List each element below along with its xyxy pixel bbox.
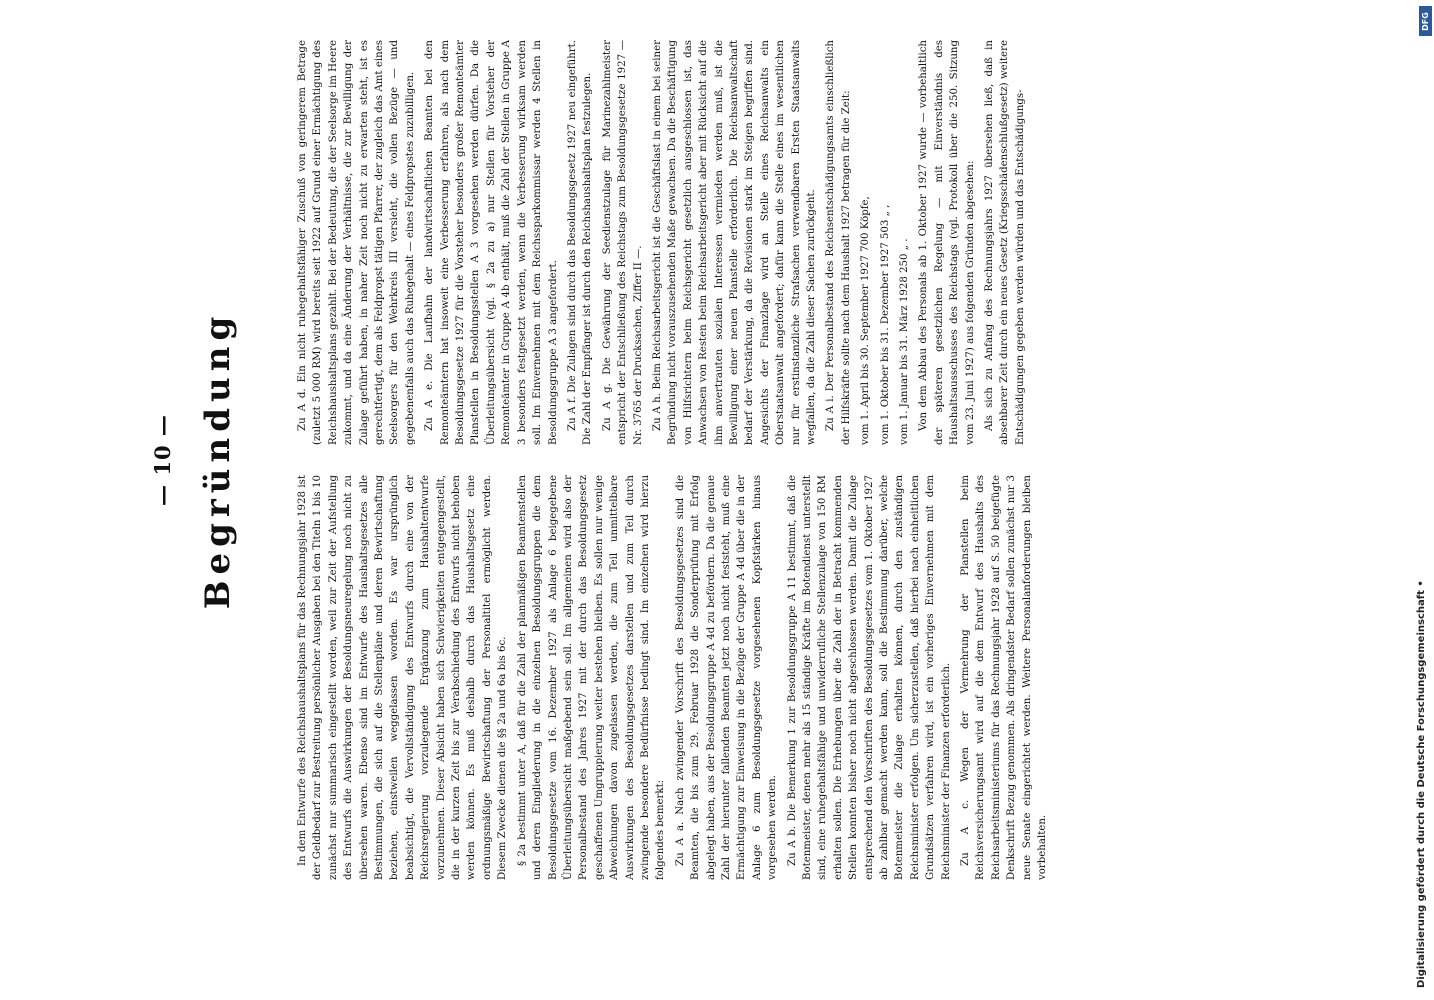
paragraph: Zu A f. Die Zulagen sind durch das Besoldungsgesetz 1927 neu eingeführt. Die Zahl der Empfänger ist durch den Reichshaushaltsplan festzulegen. [566, 40, 594, 445]
paragraph: Zu A a. Nach zwingender Vorschrift des Besoldungsgesetzes sind die Beamten, die bis zum 29. Februar 1928 die Sonderprüfung mit Erfolg abgelegt haben, aus der Besoldungsgruppe A 4d zu befördern. Da die genaue Zahl der hierunter fallenden Beamten jetzt noch nicht feststeht, muß eine Ermächtigung zur Einweisung in die Bezüge der Gruppe A 4d über die in der Anlage 6 zum Besoldungsgesetze vorgesehenen Kopfstärken hinaus vorgesehen werden. [674, 475, 779, 880]
text-columns [295, 40, 1200, 880]
digitization-note: Digitalisierung gefördert durch die Deutsche Forschungsgemeinschaft • [1416, 580, 1427, 988]
document-page [150, 40, 1210, 880]
paragraph: § 2a bestimmt unter A, daß für die Zahl der planmäßigen Beamtenstellen und deren Eingliederung in die einzelnen Besoldungsgruppen die dem Besoldungsgesetze vom 16. Dezember 1927 als Anlage 6 beigegebene Überleitungsübersicht maßgebend sein soll. Im allgemeinen wird also der Personalbestand des Jahres 1927 mit der durch das Besoldungsgesetz geschaffenen Umgruppierung weiter bestehen bleiben. Es sollen nur wenige Abweichungen davon zugelassen werden, die zum Teil unmittelbare Auswirkungen des Besoldungsgesetzes darstellen und zum Teil durch zwingende besondere Bedürfnisse bedingt sind. Im einzelnen wird hierzu folgendes bemerkt: [516, 475, 667, 880]
paragraph: Zu A g. Die Gewährung der Seedienstzulage für Marinezahlmeister entspricht der Entschließung des Reichstags zum Besoldungsgesetze 1927 — Nr. 3765 der Drucksachen, Ziffer II —. [601, 40, 644, 445]
page-number: — 10 — [150, 414, 175, 506]
paragraph: In dem Entwurfe des Reichshaushaltsplans für das Rechnungsjahr 1928 ist der Geldbedarf zur Bestreitung persönlicher Ausgaben bei den Titeln 1 bis 10 zunächst nur summarisch eingestellt worden, weil zur Zeit der Aufstellung des Entwurfs die Auswirkungen der Besoldungsneuregelung noch nicht zu übersehen waren. Ebenso sind im Entwurfe des Haushaltsgesetzes alle Bestimmungen, die sich auf die Stellenpläne und deren Bewirtschaftung beziehen, einstweilen weggelassen worden. Es war ursprünglich beabsichtigt, die Vervollständigung des Entwurfs durch eine von der Reichsregierung vorzulegende Ergänzung zum Haushaltentwurfe vorzunehmen. Dieser Absicht haben sich Schwierigkeiten entgegengestellt, die in der kurzen Zeit bis zur Verabschiedung des Entwurfs nicht behoben werden können. Es muß deshalb durch das Haushaltsgesetz eine ordnungsmäßige Bewirtschaftung der Personaltitel ermöglicht werden. Diesem Zwecke dienen die §§ 2a und 6a bis 6c. [297, 475, 509, 880]
table-row: vom 1. April bis 30. September 1927 700 Köpfe, [860, 196, 872, 445]
table-row: vom 1. Januar bis 31. März 1928 250 „ . [899, 238, 911, 445]
dfg-logo [1419, 6, 1432, 36]
table-row: vom 1. Oktober bis 31. Dezember 1927 503 „ , [879, 204, 891, 445]
paragraph: Zu A c. Wegen der Vermehrung der Planstellen beim Reichsversicherungsamt wird auf die dem Entwurf des Haushalts des Reichsarbeitsministeriums für das Rechnungsjahr 1928 auf S. 50 beigefügte Denkschrift Bezug genommen. Als dringendster Bedarf sollen zunächst nur 3 neue Senate eingerichtet werden. Weitere Personalanforderungen bleiben vorbehalten. [960, 475, 1049, 880]
paragraph: Zu A b. Die Bemerkung 1 zur Besoldungsgruppe A 11 bestimmt, daß die Botenmeister, denen mehr als 15 ständige Kräfte im Botendienst unterstellt sind, eine ruhegehaltsfähige und unwiderrufliche Stellenzulage von 150 RM erhalten sollen. Die Erhebungen über die Zahl der in Betracht kommenden Stellen konnten bisher noch nicht abgeschlossen werden. Damit die Zulage entsprechend den Vorschriften des Besoldungsgesetzes vom 1. Oktober 1927 ab zahlbar gemacht werden kann, soll die Bestimmung darüber, welche Botenmeister die Zulage erhalten können, durch den zuständigen Reichsminister erfolgen. Um sicherzustellen, daß hierbei nach einheitlichen Grundsätzen verfahren wird, ist ein vorheriges Einvernehmen mit dem Reichsminister der Finanzen erforderlich. [786, 475, 952, 880]
paragraph: Zu A i. Der Personalbestand des Reichsentschädigungsamts einschließlich der Hilfskräfte sollte nach dem Haushalt 1927 betragen für die Zeit: [825, 40, 852, 445]
paragraph: Zu A e. Die Laufbahn der landwirtschaftlichen Beamten bei den Remonteämtern hat insoweit eine Verbesserung erfahren, als nach dem Besoldungsgesetze 1927 für die Vorsteher besonders großer Remonteämter Planstellen in Besoldungsstellen A 3 vorgesehen werden dürfen. Da die Überleitungsübersicht (vgl. § 2a zu a) nur Stellen für Vorsteher der Remonteämter in Gruppe A 4b enthält, muß die Zahl der Stellen in Gruppe A 3 besonders festgesetzt werden, wenn die Verbesserung wirksam werden soll. Im Einvernehmen mit dem Reichssparkommissar werden 4 Stellen in Besoldungsgruppe A 3 angefordert. [424, 40, 559, 445]
text-column-right [295, 40, 1200, 445]
paragraph: Als sich zu Anfang des Rechnungsjahrs 1927 übersehen ließ, daß in absehbarer Zeit durch ein neues Gesetz (Kriegsschädenschlußgesetz) weitere Entschädigungen gegeben werden würden und das Entschädigungs- [984, 40, 1026, 445]
page-title: Begründung [198, 310, 238, 610]
paragraph: Zu A h. Beim Reichsarbeitsgericht ist die Geschäftslast in einem bei seiner Begründung nicht vorauszusehenden Maße gewachsen. Da die Beschäftigung von Hilfsrichtern beim Reichsgericht gesetzlich ausgeschlossen ist, das Anwachsen von Resten beim Reichsarbeitsgericht aber mit Rücksicht auf die ihm anvertrauten sozialen Interessen vermieden werden muß, ist die Bewilligung einer neuen Planstelle erforderlich. Die Reichsanwaltschaft bedarf der Verstärkung, da die Revisionen stark im Steigen begriffen sind. Angesichts der Finanzlage wird an Stelle eines Reichsanwalts ein Oberstaatsanwalt angefordert; dafür kann die Stelle eines im wesentlichen nur für erstinstanzliche Strafsachen verwendbaren Ersten Staatsanwalts wegfallen, da die Zahl dieser Sachen zurückgeht. [651, 40, 817, 445]
text-column-left [295, 475, 1200, 880]
paragraph: Zu A d. Ein nicht ruhegehaltsfähiger Zuschuß von geringerem Betrage (zuletzt 5 000 RM) wird bereits seit 1922 auf Grund einer Ermächtigung des Reichshaushaltsplans gezahlt. Bei der Bedeutung, die der Seelsorge im Heere zukommt, und da eine Änderung der Verhältnisse, die zur Bewilligung der Zulage geführt haben, in naher Zeit noch nicht zu erwarten steht, ist es gerechtfertigt, dem als Feldpropst tätigen Pfarrer, der zugleich das Amt eines Seelsorgers für den Wehrkreis III versieht, die vollen Bezüge — und gegebenenfalls auch das Ruhegehalt — eines Feldpropstes zuzubilligen. [297, 40, 416, 445]
paragraph: Von dem Abbau des Personals ab 1. Oktober 1927 wurde — vorbehaltlich der späteren gesetzlichen Regelung — mit Einverständnis des Haushaltsausschusses des Reichstags (vgl. Protokoll über die 250. Sitzung vom 23. Juni 1927) aus folgenden Gründen abgesehen: [918, 40, 976, 445]
dfg-logo-text: DFG [1421, 11, 1431, 31]
